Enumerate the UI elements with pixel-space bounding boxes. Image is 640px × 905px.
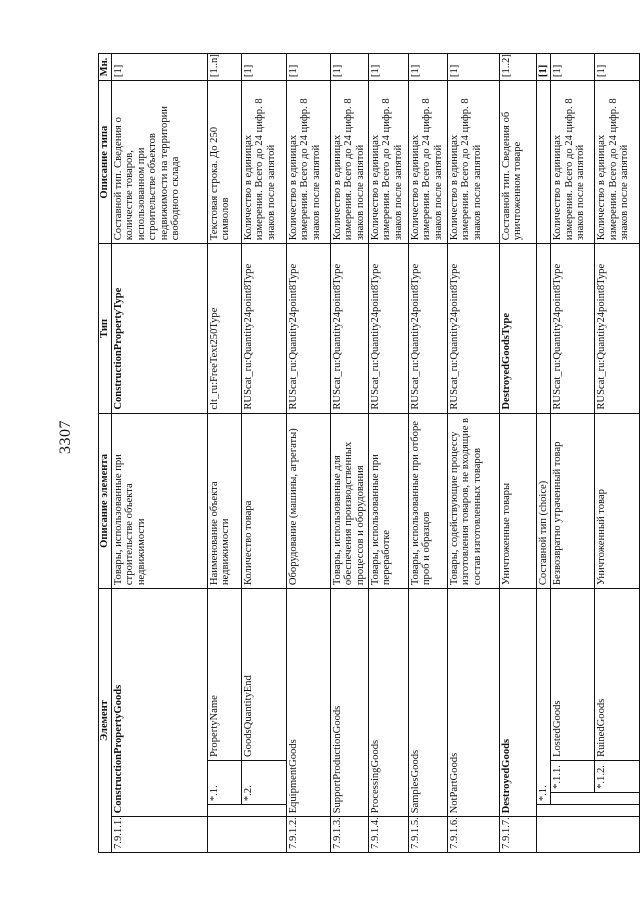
multiplicity: [1]: [369, 54, 409, 81]
blank-cell: [242, 817, 287, 853]
type-description: Количество в единицах измерения. Всего до 24 цифр. 8 знаков после запятой: [409, 81, 448, 244]
table-row: [537, 54, 551, 853]
row-subnumber: *.1.1.: [551, 760, 595, 792]
row-number: 7.9.1.7.: [500, 817, 537, 853]
element-type: DestroyedGoodsType: [500, 244, 537, 413]
row-subnumber: *.1.: [208, 760, 242, 804]
spec-table-frame: [98, 53, 631, 853]
element-description: Количество товара: [242, 413, 287, 589]
element-type: RUScat_ru:Quantity24point8Type: [595, 244, 640, 413]
blank-cell: [537, 81, 551, 244]
table-header-row: [99, 54, 112, 853]
row-number: 7.9.1.4.: [369, 817, 409, 853]
blank-cell: [595, 805, 640, 817]
header-multiplicity: Мн.: [99, 54, 112, 81]
type-description: Количество в единицах измерения. Всего до 24 цифр. 8 знаков после запятой: [369, 81, 409, 244]
blank-cell: [242, 805, 287, 817]
element-type: RUScat_ru:Quantity24point8Type: [448, 244, 500, 413]
element-name: SamplesGoods: [409, 589, 448, 817]
blank-cell: [595, 792, 640, 804]
blank-cell: [537, 244, 551, 413]
element-name: RuinedGoods: [595, 589, 640, 761]
blank-cell: [551, 805, 595, 817]
row-number: 7.9.1.2.: [287, 817, 331, 853]
multiplicity: [1]: [537, 54, 551, 81]
element-type: RUScat_ru:Quantity24point8Type: [551, 244, 595, 413]
element-type: RUScat_ru:Quantity24point8Type: [242, 244, 287, 413]
element-type: clt_ru:FreeText250Type: [208, 244, 242, 413]
row-number: 7.9.1.6.: [448, 817, 500, 853]
multiplicity: [1..n]: [208, 54, 242, 81]
element-name: ProcessingGoods: [369, 589, 409, 817]
table-row: [409, 54, 448, 853]
blank-cell: [208, 805, 242, 817]
type-description: Количество в единицах измерения. Всего до 24 цифр. 8 знаков после запятой: [595, 81, 640, 244]
multiplicity: [1]: [242, 54, 287, 81]
element-description: Товары, использованные при переработке: [369, 413, 409, 589]
header-element: Элемент: [99, 589, 112, 853]
element-name: EquipmentGoods: [287, 589, 331, 817]
element-name: PropertyName: [208, 589, 242, 761]
header-element-description: Описание элемента: [99, 413, 112, 589]
multiplicity: [1]: [595, 54, 640, 81]
element-name: NotPartGoods: [448, 589, 500, 817]
type-description: Количество в единицах измерения. Всего до 24 цифр. 8 знаков после запятой: [331, 81, 369, 244]
blank-cell: [595, 817, 640, 853]
element-description: Товары, содействующие процессу изготовления товаров, не входящие в состав изготовленных товаров: [448, 413, 500, 589]
table-row: [112, 54, 208, 853]
element-type: ConstructionPropertyType: [112, 244, 208, 413]
multiplicity: [1]: [112, 54, 208, 81]
type-description: Составной тип. Сведения об уничтоженном товаре: [500, 81, 537, 244]
blank-cell: [551, 792, 595, 804]
element-description: Уничтоженный товар: [595, 413, 640, 589]
element-type: RUScat_ru:Quantity24point8Type: [409, 244, 448, 413]
row-subnumber: *.1.: [537, 589, 551, 805]
table-row: [595, 54, 640, 853]
element-name: GoodsQuantityEnd: [242, 589, 287, 761]
row-subnumber: *.2.: [242, 760, 287, 804]
blank-cell: [551, 817, 595, 853]
table-row: [242, 54, 287, 853]
type-description: Текстовая строка. До 250 символов: [208, 81, 242, 244]
blank-cell: [537, 817, 551, 853]
element-type: RUScat_ru:Quantity24point8Type: [369, 244, 409, 413]
table-row: [208, 54, 242, 853]
type-description: Количество в единицах измерения. Всего до 24 цифр. 8 знаков после запятой: [287, 81, 331, 244]
header-type: Тип: [99, 244, 112, 413]
table-row: [369, 54, 409, 853]
row-subnumber: *.1.2.: [595, 760, 640, 792]
element-description: Уничтоженные товары: [500, 413, 537, 589]
element-spec-table: [98, 53, 640, 853]
header-type-description: Описание типа: [99, 81, 112, 244]
element-type: RUScat_ru:Quantity24point8Type: [287, 244, 331, 413]
rotated-table-container: [98, 53, 631, 853]
type-description: Количество в единицах измерения. Всего до 24 цифр. 8 знаков после запятой: [448, 81, 500, 244]
multiplicity: [1]: [551, 54, 595, 81]
element-name: SupportProductionGoods: [331, 589, 369, 817]
page-number: 3307: [57, 420, 74, 454]
table-row: [448, 54, 500, 853]
type-description: Количество в единицах измерения. Всего до 24 цифр. 8 знаков после запятой: [242, 81, 287, 244]
row-number: 7.9.1.1.: [112, 817, 208, 853]
row-number: 7.9.1.3.: [331, 817, 369, 853]
element-name: ConstructionPropertyGoods: [112, 589, 208, 817]
element-description: Наименование объекта недвижимости: [208, 413, 242, 589]
multiplicity: [1]: [409, 54, 448, 81]
blank-cell: [537, 805, 551, 817]
multiplicity: [1]: [331, 54, 369, 81]
table-row: [500, 54, 537, 853]
element-type: RUScat_ru:Quantity24point8Type: [331, 244, 369, 413]
type-description: Составной тип. Сведения о количестве товаров, использованном при строительстве объектов недвижимости на территории свободного склада: [112, 81, 208, 244]
element-description: Безвозвратно утраченный товар: [551, 413, 595, 589]
blank-cell: [208, 817, 242, 853]
element-description: Товары, использованные для обеспечения производственных процессов и оборудования: [331, 413, 369, 589]
element-name: LostedGoods: [551, 589, 595, 761]
element-description: Товары, использованные при отборе проб и образцов: [409, 413, 448, 589]
multiplicity: [1]: [448, 54, 500, 81]
type-description: Количество в единицах измерения. Всего до 24 цифр. 8 знаков после запятой: [551, 81, 595, 244]
table-row: [551, 54, 595, 853]
element-description: Оборудование (машины, агрегаты): [287, 413, 331, 589]
table-row: [287, 54, 331, 853]
element-description: Составной тип (choice): [537, 413, 551, 589]
row-number: 7.9.1.5.: [409, 817, 448, 853]
element-description: Товары, использованные при строительстве объекта недвижимости: [112, 413, 208, 589]
element-name: DestroyedGoods: [500, 589, 537, 817]
multiplicity: [1..2]: [500, 54, 537, 81]
multiplicity: [1]: [287, 54, 331, 81]
table-row: [331, 54, 369, 853]
